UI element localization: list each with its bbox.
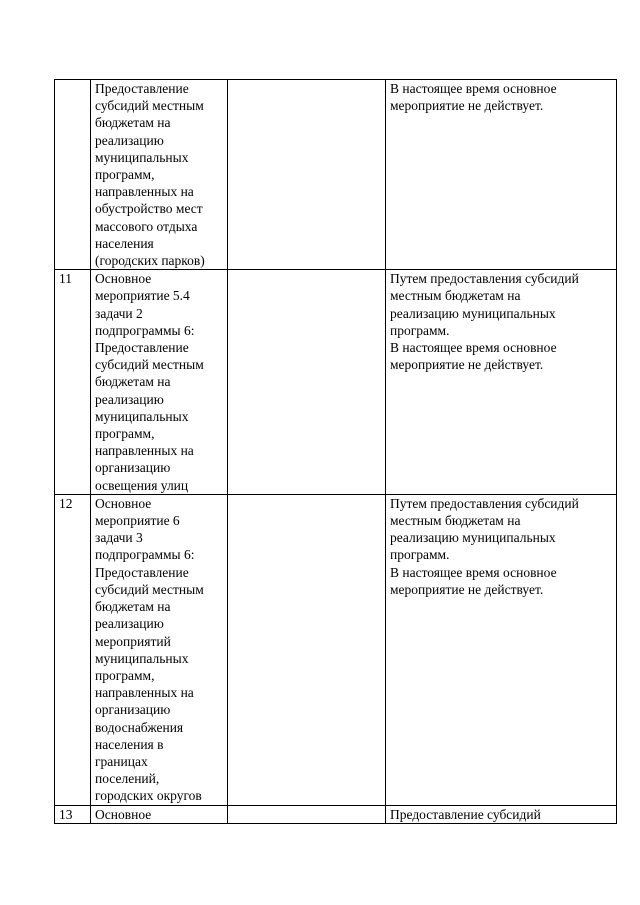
empty-cell xyxy=(228,270,386,495)
table-row xyxy=(55,805,617,823)
measure-name: Предоставление субсидий местным бюджетам на реализацию муниципальных программ, направленных на обустройство мест массового отдыха населения (городских парков) xyxy=(91,80,228,270)
empty-cell xyxy=(228,494,386,805)
row-number: 13 xyxy=(55,805,91,823)
empty-cell xyxy=(228,80,386,270)
row-number xyxy=(55,80,91,270)
measure-name: Основное xyxy=(91,805,228,823)
measure-note: Путем предоставления субсидий местным бюджетам на реализацию муниципальных программ. В настоящее время основное мероприятие не действует. xyxy=(386,270,617,495)
measure-note: Предоставление субсидий xyxy=(386,805,617,823)
measure-name: Основное мероприятие 6 задачи 3 подпрограммы 6: Предоставление субсидий местным бюджетам на реализацию мероприятий муниципальных программ, направленных на организацию водоснабжения населения в границах поселений, городских округов xyxy=(91,494,228,805)
table-row xyxy=(55,270,617,495)
empty-cell xyxy=(228,805,386,823)
measure-note: В настоящее время основное мероприятие не действует. xyxy=(386,80,617,270)
measure-note: Путем предоставления субсидий местным бюджетам на реализацию муниципальных программ. В настоящее время основное мероприятие не действует. xyxy=(386,494,617,805)
table-row xyxy=(55,80,617,270)
row-number: 11 xyxy=(55,270,91,495)
measure-name: Основное мероприятие 5.4 задачи 2 подпрограммы 6: Предоставление субсидий местным бюджетам на реализацию муниципальных программ, направленных на организацию освещения улиц xyxy=(91,270,228,495)
row-number: 12 xyxy=(55,494,91,805)
measures-table xyxy=(54,79,617,824)
table-row xyxy=(55,494,617,805)
